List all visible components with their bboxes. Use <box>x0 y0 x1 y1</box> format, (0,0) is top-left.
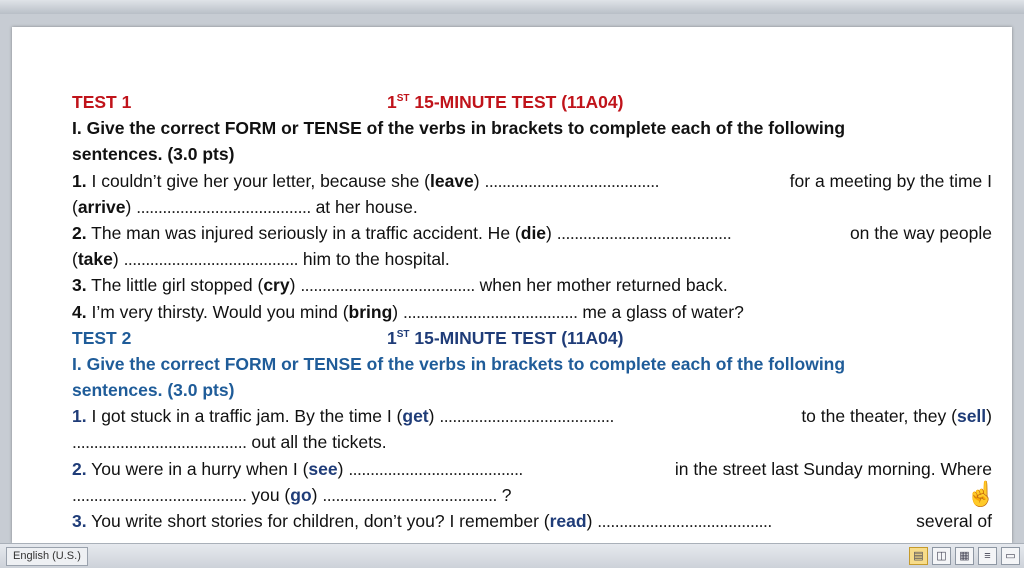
window-top-strip <box>0 0 1024 14</box>
status-bar <box>0 543 1024 568</box>
answer-blank[interactable]: ........................................ <box>72 432 247 453</box>
full-screen-reading-icon[interactable]: ◫ <box>932 547 951 565</box>
test1-q2-line2: (take) ........................................ him to the hospital. <box>72 249 450 270</box>
answer-blank[interactable]: ........................................ <box>402 301 578 322</box>
test1-instruction-line2: sentences. (3.0 pts) <box>72 144 235 165</box>
test1-q1-line2: (arrive) ........................................ at her house. <box>72 196 418 217</box>
view-buttons <box>909 547 1020 565</box>
answer-blank[interactable]: ........................................ <box>300 275 475 296</box>
test2-q1-line1: 1. I got stuck in a traffic jam. By the time I (get) ........................................ to the theater, they (sell) <box>72 406 992 427</box>
test2-q2-line2: ........................................ you (go) ........................................ ? <box>72 484 512 505</box>
print-layout-icon[interactable]: ▤ <box>909 547 928 565</box>
test2-header <box>72 325 992 351</box>
document-page[interactable] <box>12 27 1012 543</box>
test2-instruction-line2: sentences. (3.0 pts) <box>72 380 235 401</box>
answer-blank[interactable]: ........................................ <box>123 249 299 270</box>
answer-blank[interactable]: ........................................ <box>72 484 247 505</box>
answer-blank[interactable]: ........................................ <box>597 511 772 531</box>
answer-blank[interactable]: ........................................ <box>484 170 659 191</box>
test2-q3: 3. You write short stories for children, don’t you? I remember (read) ........................................ several of <box>72 511 992 531</box>
test1-instruction-line1: I. Give the correct FORM or TENSE of the verbs in brackets to complete each of the following <box>72 118 846 139</box>
test2-q2-line1: 2. You were in a hurry when I (see) ........................................ in the street last Sunday morning. Where <box>72 458 992 479</box>
answer-blank[interactable]: ........................................ <box>348 458 523 479</box>
test1-q1-line1: 1. I couldn’t give her your letter, because she (leave) ........................................ for a meeting by the time I <box>72 170 992 191</box>
test2-instruction-line1: I. Give the correct FORM or TENSE of the verbs in brackets to complete each of the following <box>72 353 846 374</box>
test2-label: TEST 2 <box>72 327 132 348</box>
test2-q1-line2: ........................................ out all the tickets. <box>72 432 387 453</box>
language-indicator[interactable]: English (U.S.) <box>6 547 88 566</box>
test1-label: TEST 1 <box>72 92 132 112</box>
test1-q2-line1: 2. The man was injured seriously in a traffic accident. He (die) ........................................ on the way people <box>72 222 992 243</box>
answer-blank[interactable]: ........................................ <box>439 406 614 427</box>
web-layout-icon[interactable]: ▦ <box>955 547 974 565</box>
document-content <box>72 89 992 534</box>
answer-blank[interactable]: ........................................ <box>556 222 732 243</box>
test1-q3: 3. The little girl stopped (cry) ........................................ when her mother returned back. <box>72 275 728 296</box>
answer-blank[interactable]: ........................................ <box>136 196 311 217</box>
test2-title: 1ST 15-MINUTE TEST (11A04) <box>387 327 624 348</box>
hand-cursor-icon: ☝ <box>966 481 996 508</box>
draft-view-icon[interactable]: ▭ <box>1001 547 1020 565</box>
outline-view-icon[interactable]: ≡ <box>978 547 997 565</box>
test1-q4: 4. I’m very thirsty. Would you mind (bring) ........................................ me a glass of water? <box>72 301 744 322</box>
test1-header <box>72 89 992 115</box>
answer-blank[interactable]: ........................................ <box>322 484 497 505</box>
test1-title: 1ST 15-MINUTE TEST (11A04) <box>387 92 624 112</box>
